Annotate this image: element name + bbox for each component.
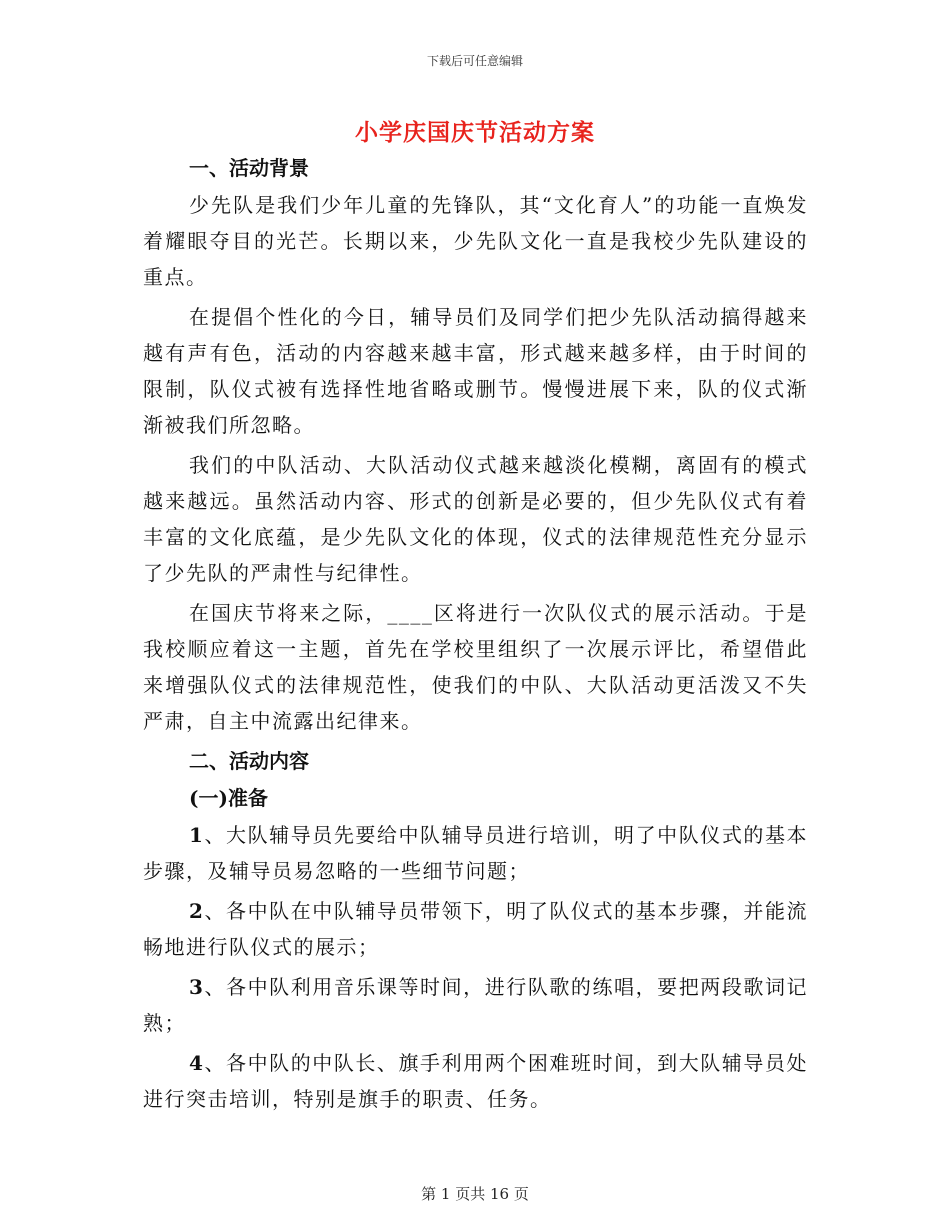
list-item-number: 1 xyxy=(189,823,205,847)
list-item-text: 、各中队利用音乐课等时间，进行队歌的练唱，要把两段歌词记熟； xyxy=(143,975,808,1035)
list-item-number: 3 xyxy=(189,975,205,999)
document-body xyxy=(143,150,808,1117)
list-item-text: 、大队辅导员先要给中队辅导员进行培训，明了中队仪式的基本步骤，及辅导员易忽略的一些细节问题； xyxy=(143,823,808,883)
list-item-3 xyxy=(143,969,808,1041)
list-item-4 xyxy=(143,1045,808,1117)
list-item-2 xyxy=(143,893,808,965)
paragraph-1: 少先队是我们少年儿童的先锋队，其“文化育人”的功能一直焕发着耀眼夺目的光芒。长期以来，少先队文化一直是我校少先队建设的重点。 xyxy=(143,193,808,289)
list-item-number: 2 xyxy=(189,899,205,923)
list-item-text: 、各中队的中队长、旗手利用两个困难班时间，到大队辅导员处进行突击培训，特别是旗手的职责、任务。 xyxy=(143,1051,808,1111)
page-header: 下载后可任意编辑 xyxy=(426,54,523,68)
list-item-number: 4 xyxy=(189,1051,205,1075)
paragraph-4: 在国庆节将来之际，____区将进行一次队仪式的展示活动。于是我校顺应着这一主题，首先在学校里组织了一次展示评比，希望借此来增强队仪式的法律规范性，使我们的中队、大队活动更活泼又不失严肃，自主中流露出纪律来。 xyxy=(143,601,808,733)
list-item-1 xyxy=(143,817,808,889)
subsection-heading-preparation: (一)准备 xyxy=(189,786,268,810)
page-footer: 第 1 页共 16 页 xyxy=(421,1185,529,1203)
section-heading-content: 二、活动内容 xyxy=(189,749,309,773)
paragraph-2: 在提倡个性化的今日，辅导员们及同学们把少先队活动搞得越来越有声有色，活动的内容越来越丰富，形式越来越多样，由于时间的限制，队仪式被有选择性地省略或删节。慢慢进展下来，队的仪式渐渐被我们所忽略。 xyxy=(143,305,808,437)
paragraph-3: 我们的中队活动、大队活动仪式越来越淡化模糊，离固有的模式越来越远。虽然活动内容、形式的创新是必要的，但少先队仪式有着丰富的文化底蕴，是少先队文化的体现，仪式的法律规范性充分显示了少先队的严肃性与纪律性。 xyxy=(143,453,808,585)
document-title: 小学庆国庆节活动方案 xyxy=(355,119,595,146)
section-heading-background: 一、活动背景 xyxy=(189,156,309,180)
list-item-text: 、各中队在中队辅导员带领下，明了队仪式的基本步骤，并能流畅地进行队仪式的展示； xyxy=(143,899,808,959)
